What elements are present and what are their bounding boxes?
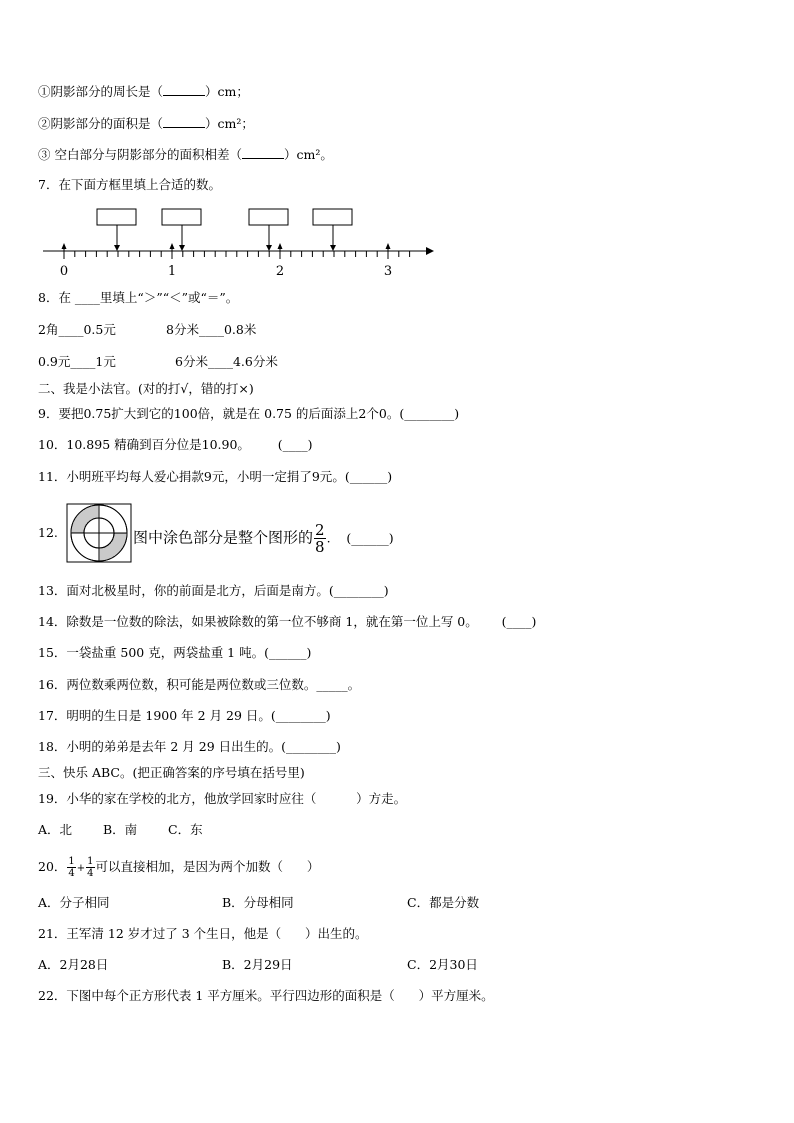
question-18-text: 18．小明的弟弟是去年 2 月 29 日出生的。(________) bbox=[38, 739, 341, 754]
question-10-text: 10．10.895 精确到百分位是10.90。 (____) bbox=[38, 437, 313, 452]
fraction-denominator: 4 bbox=[68, 868, 75, 879]
question-20 bbox=[38, 856, 319, 879]
q21-option-b[interactable]: B．2月29日 bbox=[222, 957, 293, 972]
q19-option-b[interactable]: B．南 bbox=[103, 822, 138, 837]
answer-box-1[interactable] bbox=[97, 209, 136, 251]
section-3-title: 三、快乐 ABC。(把正确答案的序号填在括号里) bbox=[38, 765, 305, 780]
fraction-one-quarter-b bbox=[86, 856, 94, 879]
tick-labels bbox=[60, 264, 392, 279]
sub-item-1 bbox=[38, 83, 249, 100]
question-9 bbox=[38, 406, 459, 422]
question-15 bbox=[38, 645, 311, 661]
q20-option-a[interactable]: A．分子相同 bbox=[38, 895, 110, 910]
tick-arrow-icon bbox=[62, 243, 67, 249]
q20-option-b[interactable]: B．分母相同 bbox=[222, 895, 294, 910]
tick-arrow-icon bbox=[386, 243, 391, 249]
answer-box-4[interactable] bbox=[313, 209, 352, 251]
q21-option-c[interactable]: C．2月30日 bbox=[407, 957, 478, 972]
question-20-text: 可以直接相加，是因为两个加数（ ） bbox=[95, 859, 320, 874]
question-11-text: 11．小明班平均每人爱心捐款9元，小明一定捐了9元。(______) bbox=[38, 469, 393, 484]
answer-box-3[interactable] bbox=[249, 209, 288, 251]
fraction-numerator: 1 bbox=[87, 856, 94, 867]
tick-arrow-icon bbox=[170, 243, 175, 249]
q20-option-c[interactable]: C．都是分数 bbox=[407, 895, 480, 910]
tick-label-1: 1 bbox=[167, 264, 177, 279]
sub-item-3-unit: ）cm²。 bbox=[283, 147, 333, 162]
sub-item-3 bbox=[38, 146, 333, 163]
fraction-one-quarter-a bbox=[67, 856, 75, 879]
section-3-heading bbox=[38, 765, 305, 781]
q19-option-c[interactable]: C．东 bbox=[168, 822, 203, 837]
number-line-figure bbox=[38, 203, 438, 283]
question-8 bbox=[38, 290, 238, 306]
sub-item-2-unit: ）cm²； bbox=[205, 116, 254, 131]
question-16 bbox=[38, 677, 360, 693]
q21-option-a[interactable]: A．2月28日 bbox=[38, 957, 109, 972]
question-19-text: 19．小华的家在学校的北方，他放学回家时应往（ ）方走。 bbox=[38, 791, 407, 806]
question-14 bbox=[38, 614, 536, 630]
section-2-heading bbox=[38, 381, 254, 397]
section-2-title: 二、我是小法官。(对的打√，错的打×) bbox=[38, 381, 254, 396]
sub-item-2-text: ②阴影部分的面积是（ bbox=[38, 116, 164, 131]
question-19 bbox=[38, 791, 406, 807]
question-7-text: 7．在下面方框里填上合适的数。 bbox=[38, 177, 221, 192]
question-18 bbox=[38, 739, 341, 755]
sub-item-1-unit: ）cm； bbox=[205, 84, 249, 99]
fraction-numerator: 2 bbox=[315, 521, 325, 539]
question-12-number: 12. bbox=[38, 525, 58, 540]
tick-label-0: 0 bbox=[59, 264, 69, 279]
question-21-text: 21．王军清 12 岁才过了 3 个生日，他是（ ）出生的。 bbox=[38, 926, 368, 941]
sub-item-3-text: ③ 空白部分与阴影部分的面积相差（ bbox=[38, 147, 242, 162]
question-15-text: 15．一袋盐重 500 克，两袋盐重 1 吨。(______) bbox=[38, 645, 312, 660]
tick-label-2: 2 bbox=[275, 264, 285, 279]
fraction-two-eighths bbox=[314, 522, 326, 555]
question-9-text: 9．要把0.75扩大到它的100倍，就是在 0.75 的后面添上2个0。(________) bbox=[38, 406, 460, 421]
plus-sign: + bbox=[76, 863, 86, 874]
question-11 bbox=[38, 469, 392, 485]
question-12 bbox=[38, 503, 538, 563]
fraction-denominator: 4 bbox=[87, 868, 94, 879]
question-12-text: 图中涂色部分是整个图形的 bbox=[133, 528, 314, 547]
sub-item-2 bbox=[38, 115, 254, 132]
circle-figure bbox=[66, 503, 132, 563]
q19-option-a[interactable]: A．北 bbox=[38, 822, 73, 837]
question-20-number: 20． bbox=[38, 859, 67, 874]
question-14-text: 14．除数是一位数的除法，如果被除数的第一位不够商 1，就在第一位上写 0。 (____) bbox=[38, 614, 537, 629]
question-8-text: 8．在 ____里填上“＞”“＜”或“＝”。 bbox=[38, 290, 239, 305]
compare-item-2[interactable]: 8分米____0.8米 bbox=[166, 322, 257, 337]
compare-item-4[interactable]: 6分米____4.6分米 bbox=[175, 354, 278, 369]
answer-blank[interactable] bbox=[242, 146, 284, 159]
question-17 bbox=[38, 708, 331, 724]
question-22 bbox=[38, 988, 494, 1004]
tick-label-3: 3 bbox=[383, 264, 393, 279]
answer-box-2[interactable] bbox=[162, 209, 201, 251]
answer-blank[interactable] bbox=[163, 115, 205, 128]
question-13 bbox=[38, 583, 389, 599]
question-13-text: 13．面对北极星时，你的前面是北方，后面是南方。(________) bbox=[38, 583, 389, 598]
fraction-numerator: 1 bbox=[68, 856, 75, 867]
tick-arrow-icon bbox=[278, 243, 283, 249]
compare-item-1[interactable]: 2角____0.5元 bbox=[38, 322, 116, 337]
compare-item-3[interactable]: 0.9元____1元 bbox=[38, 354, 116, 369]
question-12-statement bbox=[133, 522, 394, 555]
question-12-answer[interactable]: . (______) bbox=[326, 530, 394, 546]
sub-item-1-text: ①阴影部分的周长是（ bbox=[38, 84, 164, 99]
axis-arrow-icon bbox=[426, 247, 434, 255]
question-7 bbox=[38, 177, 221, 193]
question-16-text: 16．两位数乘两位数，积可能是两位数或三位数。_____。 bbox=[38, 677, 361, 692]
answer-blank[interactable] bbox=[163, 83, 205, 96]
question-22-text: 22．下图中每个正方形代表 1 平方厘米。平行四边形的面积是（ ）平方厘米。 bbox=[38, 988, 494, 1003]
question-21 bbox=[38, 926, 368, 942]
question-17-text: 17．明明的生日是 1900 年 2 月 29 日。(________) bbox=[38, 708, 331, 723]
fraction-denominator: 8 bbox=[315, 538, 325, 556]
question-10 bbox=[38, 437, 312, 453]
